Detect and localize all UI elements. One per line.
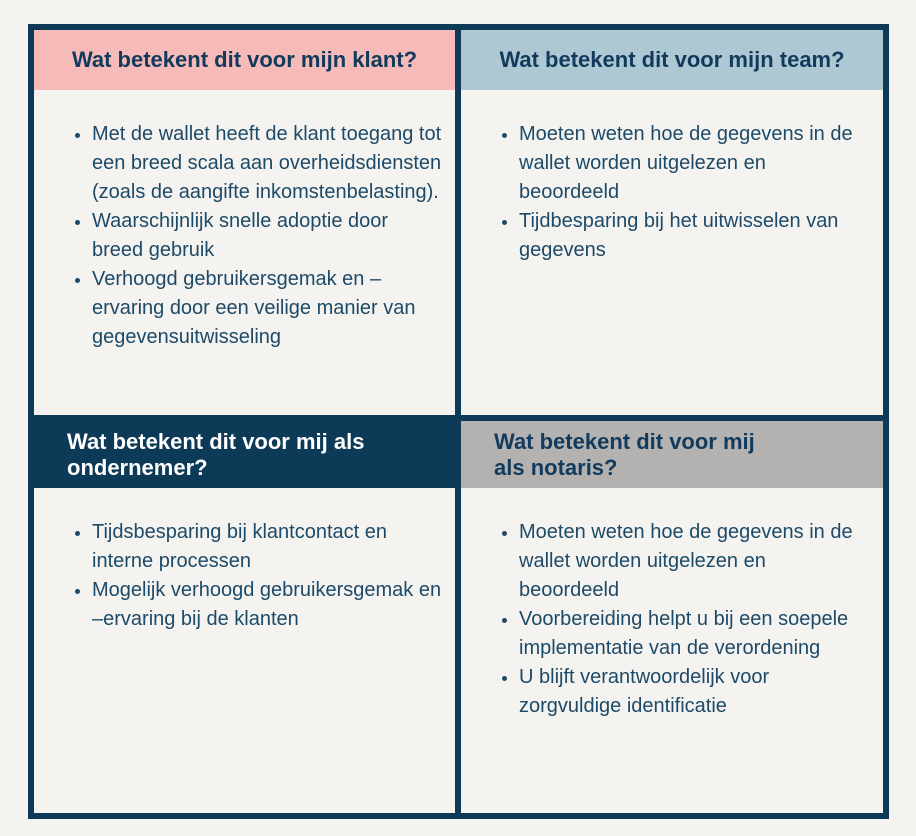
quadrant-team (461, 30, 883, 415)
quadrant-team-bullet-list (461, 120, 883, 265)
quadrant-klant (34, 30, 455, 415)
quadrant-notaris-title: Wat betekent dit voor mij (494, 428, 755, 454)
bullet-item: • Waarschijnlijk snelle adoptie door breed gebruik (92, 207, 443, 265)
quadrant-team-title: Wat betekent dit voor mijn team? (499, 47, 845, 72)
quadrant-klant-header (34, 30, 455, 90)
quadrant-notaris-bullet-list (461, 518, 883, 721)
bullet-item: • Moeten weten hoe de gegevens in de wallet worden uitgelezen en beoordeeld (519, 518, 871, 605)
quadrant-matrix (28, 24, 889, 819)
quadrant-notaris-title-line2: als notaris? (494, 454, 618, 480)
quadrant-ondernemer (34, 421, 455, 813)
quadrant-ondernemer-header (34, 421, 455, 488)
quadrant-notaris-header (461, 421, 883, 488)
bullet-item: • Tijdsbesparing bij klantcontact en interne processen (92, 518, 443, 576)
quadrant-ondernemer-title: Wat betekent dit voor mij als (67, 428, 365, 454)
bullet-item: • Mogelijk verhoogd gebruikersgemak en –ervaring bij de klanten (92, 576, 443, 634)
quadrant-ondernemer-bullet-list (34, 518, 455, 634)
bullet-item: • Moeten weten hoe de gegevens in de wallet worden uitgelezen en beoordeeld (519, 120, 871, 207)
bullet-item: • Voorbereiding helpt u bij een soepele implementatie van de verordening (519, 605, 871, 663)
bullet-item: • Met de wallet heeft de klant toegang tot een breed scala aan overheidsdiensten (zoals de aangifte inkomstenbelasting). (92, 120, 443, 207)
bullet-item: • Verhoogd gebruikersgemak en –ervaring door een veilige manier van gegevensuitwisseling (92, 265, 443, 352)
quadrant-ondernemer-title-line2: ondernemer? (67, 454, 208, 480)
bullet-item: • Tijdbesparing bij het uitwisselen van gegevens (519, 207, 871, 265)
quadrant-team-header (461, 30, 883, 90)
quadrant-notaris (461, 421, 883, 813)
quadrant-klant-title: Wat betekent dit voor mijn klant? (71, 47, 418, 72)
quadrant-klant-bullet-list (34, 120, 455, 352)
bullet-item: • U blijft verantwoordelijk voor zorgvuldige identificatie (519, 663, 871, 721)
